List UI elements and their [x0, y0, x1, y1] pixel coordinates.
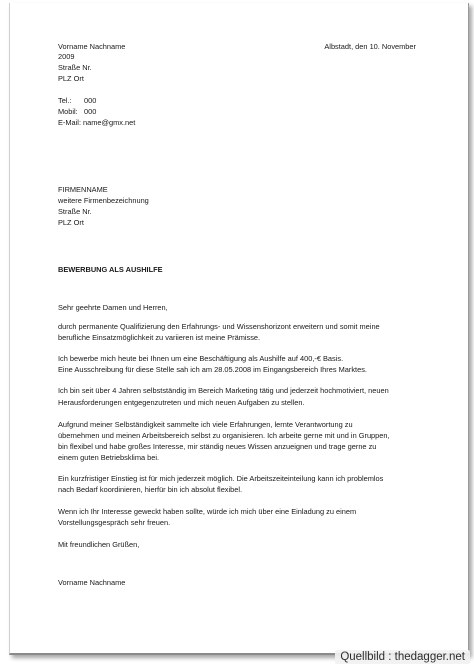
- sender-street: Straße Nr.: [58, 63, 92, 72]
- letter-page: [9, 3, 469, 655]
- salutation: Sehr geehrte Damen und Herren,: [58, 303, 168, 312]
- recipient-city: PLZ Ort: [58, 218, 84, 227]
- paragraph-line: übernehmen und meinen Arbeitsbereich selbst zu organisieren. Ich arbeite gerne mit und in Gruppen,: [58, 431, 390, 440]
- sender-year: 2009: [58, 52, 75, 61]
- recipient-street: Straße Nr.: [58, 207, 92, 216]
- paragraph-line: Vorstellungsgespräch sehr freuen.: [58, 518, 171, 527]
- paragraph-line: bin flexibel und habe großes Interesse, mir ständig neues Wissen anzueignen und trage gerne zu: [58, 442, 377, 451]
- sender-city: PLZ Ort: [58, 74, 84, 83]
- closing: Mit freundlichen Grüßen,: [58, 540, 140, 549]
- phone-label: Tel.:: [58, 96, 72, 105]
- signature-name: Vorname Nachname: [58, 578, 126, 587]
- paragraph-line: durch permanente Qualifizierung den Erfahrungs- und Wissenshorizont erweitern und somit meine: [58, 322, 380, 331]
- paragraph-line: einem guten Betriebsklima bei.: [58, 453, 160, 462]
- paragraph-line: Wenn ich Ihr Interesse geweckt haben sollte, würde ich mich über eine Einladung zu einem: [58, 507, 357, 516]
- phone-value: 000: [84, 96, 97, 105]
- place-date: Albstadt, den 10. November: [324, 42, 416, 51]
- mobile-label: Mobil:: [58, 107, 78, 116]
- recipient-company-extra: weitere Firmenbezeichnung: [58, 196, 149, 205]
- source-credit: Quellbild : thedagger.net: [335, 650, 470, 664]
- paragraph-line: nach Bedarf koordinieren, hierfür bin ich absolut flexibel.: [58, 485, 243, 494]
- paragraph-line: Ich bewerbe mich heute bei Ihnen um eine Beschäftigung als Aushilfe auf 400,-€ Basis.: [58, 354, 344, 363]
- mobile-value: 000: [84, 107, 97, 116]
- paragraph-line: berufliche Einsatzmöglichkeit zu variieren ist meine Prämisse.: [58, 333, 261, 342]
- sender-phone-line: [58, 96, 96, 106]
- paragraph-line: Ich bin seit über 4 Jahren selbstständig im Bereich Marketing tätig und jederzeit hochmotiviert, neuen: [58, 386, 389, 395]
- paragraph-line: Aufgrund meiner Selbständigkeit sammelte ich viele Erfahrungen, lernte Verantwortung zu: [58, 420, 353, 429]
- paragraph-line: Eine Ausschreibung für diese Stelle sah ich am 28.05.2008 im Eingangsbereich Ihres Marktes.: [58, 365, 367, 374]
- subject-line: BEWERBUNG ALS AUSHILFE: [58, 265, 163, 274]
- sender-mobile-line: [58, 107, 96, 117]
- paragraph-line: Herausforderungen entgegenzutreten und mich neuen Aufgaben zu stellen.: [58, 398, 305, 407]
- recipient-company: FIRMENNAME: [58, 185, 108, 194]
- sender-name: Vorname Nachname: [58, 42, 126, 51]
- sender-email: E-Mail: name@gmx.net: [58, 118, 136, 127]
- paragraph-line: Ein kurzfristiger Einstieg ist für mich jederzeit möglich. Die Arbeitszeiteinteilung kann ich problemlos: [58, 474, 384, 483]
